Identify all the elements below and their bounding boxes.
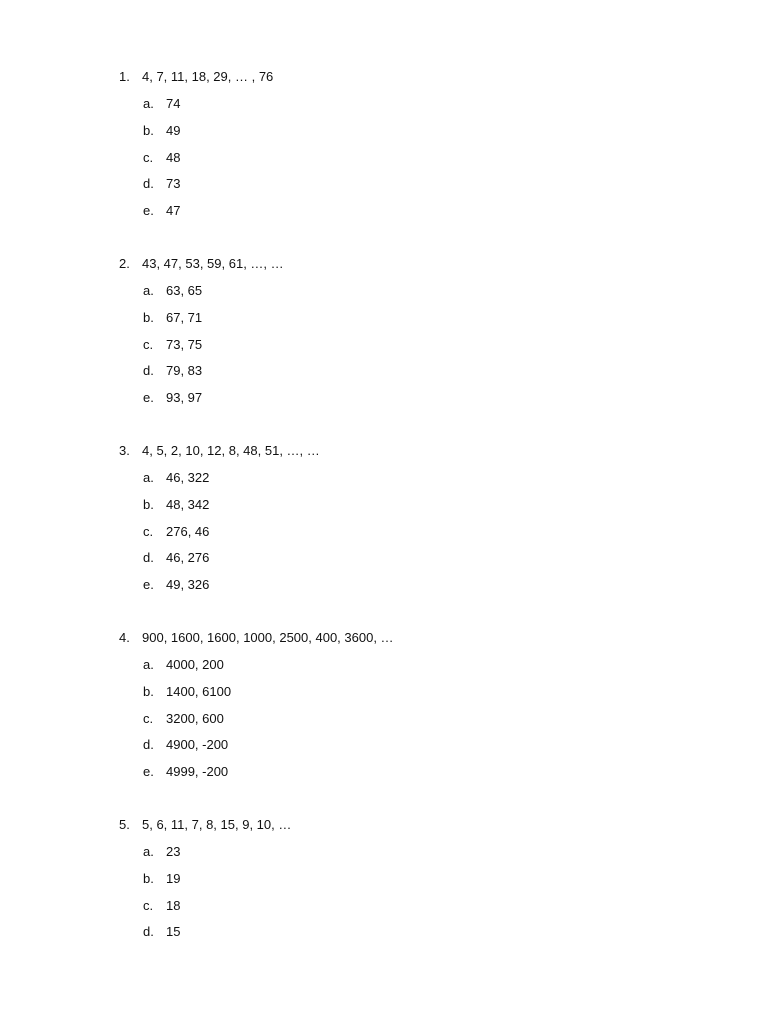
question-stem <box>119 254 719 274</box>
option-letter: b. <box>143 309 154 325</box>
option-text: 4900, -200 <box>166 737 229 753</box>
question-4 <box>119 628 719 786</box>
option-text: 67, 71 <box>166 309 203 325</box>
answer-options <box>119 465 719 599</box>
option-letter: d. <box>143 737 154 753</box>
option-letter: c. <box>143 523 154 539</box>
answer-option-a <box>119 652 719 679</box>
answer-option-a <box>119 278 719 305</box>
option-text: 73 <box>166 176 181 192</box>
answer-option-a <box>119 839 719 866</box>
answer-option-e <box>119 198 719 225</box>
option-text: 74 <box>166 96 181 111</box>
question-5 <box>119 815 719 946</box>
answer-option-d <box>119 545 719 572</box>
question-number: 4. <box>119 630 130 645</box>
option-letter: e. <box>143 577 154 593</box>
option-text: 18 <box>166 897 181 913</box>
answer-options <box>119 278 719 412</box>
option-letter: a. <box>143 657 154 672</box>
option-letter: c. <box>143 710 154 726</box>
option-letter: c. <box>143 897 154 913</box>
option-letter: d. <box>143 924 154 940</box>
answer-option-c <box>119 893 719 920</box>
option-letter: a. <box>143 844 154 859</box>
question-3 <box>119 441 719 599</box>
option-text: 73, 75 <box>166 336 203 352</box>
option-letter: b. <box>143 122 154 138</box>
question-sequence: 900, 1600, 1600, 1000, 2500, 400, 3600, … <box>142 630 394 645</box>
question-1 <box>119 67 719 225</box>
option-letter: e. <box>143 764 154 780</box>
answer-option-c <box>119 706 719 733</box>
option-letter: b. <box>143 683 154 699</box>
option-letter: d. <box>143 363 154 379</box>
option-letter: e. <box>143 390 154 406</box>
option-letter: c. <box>143 149 154 165</box>
question-stem <box>119 441 719 461</box>
option-text: 23 <box>166 844 181 859</box>
answer-option-e <box>119 759 719 786</box>
answer-option-e <box>119 572 719 599</box>
question-2 <box>119 254 719 412</box>
option-letter: b. <box>143 870 154 886</box>
answer-option-c <box>119 332 719 359</box>
question-number: 5. <box>119 817 130 832</box>
option-text: 48 <box>166 149 181 165</box>
answer-option-b <box>119 679 719 706</box>
option-letter: d. <box>143 550 154 566</box>
option-text: 46, 276 <box>166 550 210 566</box>
option-text: 63, 65 <box>166 283 203 298</box>
option-text: 46, 322 <box>166 470 210 485</box>
option-text: 3200, 600 <box>166 710 224 726</box>
option-letter: a. <box>143 283 154 298</box>
question-sequence: 43, 47, 53, 59, 61, …, … <box>142 256 284 271</box>
question-number: 2. <box>119 256 130 271</box>
option-text: 19 <box>166 870 181 886</box>
answer-option-d <box>119 919 719 946</box>
answer-option-b <box>119 866 719 893</box>
option-letter: b. <box>143 496 154 512</box>
option-letter: a. <box>143 470 154 485</box>
answer-options <box>119 839 719 946</box>
answer-options <box>119 652 719 786</box>
option-letter: e. <box>143 203 154 219</box>
option-text: 47 <box>166 203 181 219</box>
question-stem <box>119 815 719 835</box>
answer-option-a <box>119 91 719 118</box>
option-text: 1400, 6100 <box>166 683 232 699</box>
answer-option-b <box>119 118 719 145</box>
option-text: 79, 83 <box>166 363 203 379</box>
option-text: 49, 326 <box>166 577 210 593</box>
option-text: 48, 342 <box>166 496 210 512</box>
answer-options <box>119 91 719 225</box>
option-letter: c. <box>143 336 154 352</box>
answer-option-c <box>119 145 719 172</box>
option-text: 93, 97 <box>166 390 203 406</box>
option-text: 4000, 200 <box>166 657 224 672</box>
option-text: 49 <box>166 122 181 138</box>
option-text: 276, 46 <box>166 523 210 539</box>
question-stem <box>119 67 719 87</box>
answer-option-e <box>119 385 719 412</box>
answer-option-c <box>119 519 719 546</box>
answer-option-d <box>119 358 719 385</box>
option-letter: a. <box>143 96 154 111</box>
question-sequence: 5, 6, 11, 7, 8, 15, 9, 10, … <box>142 817 292 832</box>
option-text: 4999, -200 <box>166 764 229 780</box>
option-text: 15 <box>166 924 181 940</box>
question-number: 3. <box>119 443 130 458</box>
question-sequence: 4, 7, 11, 18, 29, … , 76 <box>142 69 274 84</box>
option-letter: d. <box>143 176 154 192</box>
question-sequence: 4, 5, 2, 10, 12, 8, 48, 51, …, … <box>142 443 320 458</box>
question-number: 1. <box>119 69 130 84</box>
answer-option-d <box>119 732 719 759</box>
answer-option-b <box>119 492 719 519</box>
question-stem <box>119 628 719 648</box>
answer-option-d <box>119 171 719 198</box>
answer-option-a <box>119 465 719 492</box>
answer-option-b <box>119 305 719 332</box>
